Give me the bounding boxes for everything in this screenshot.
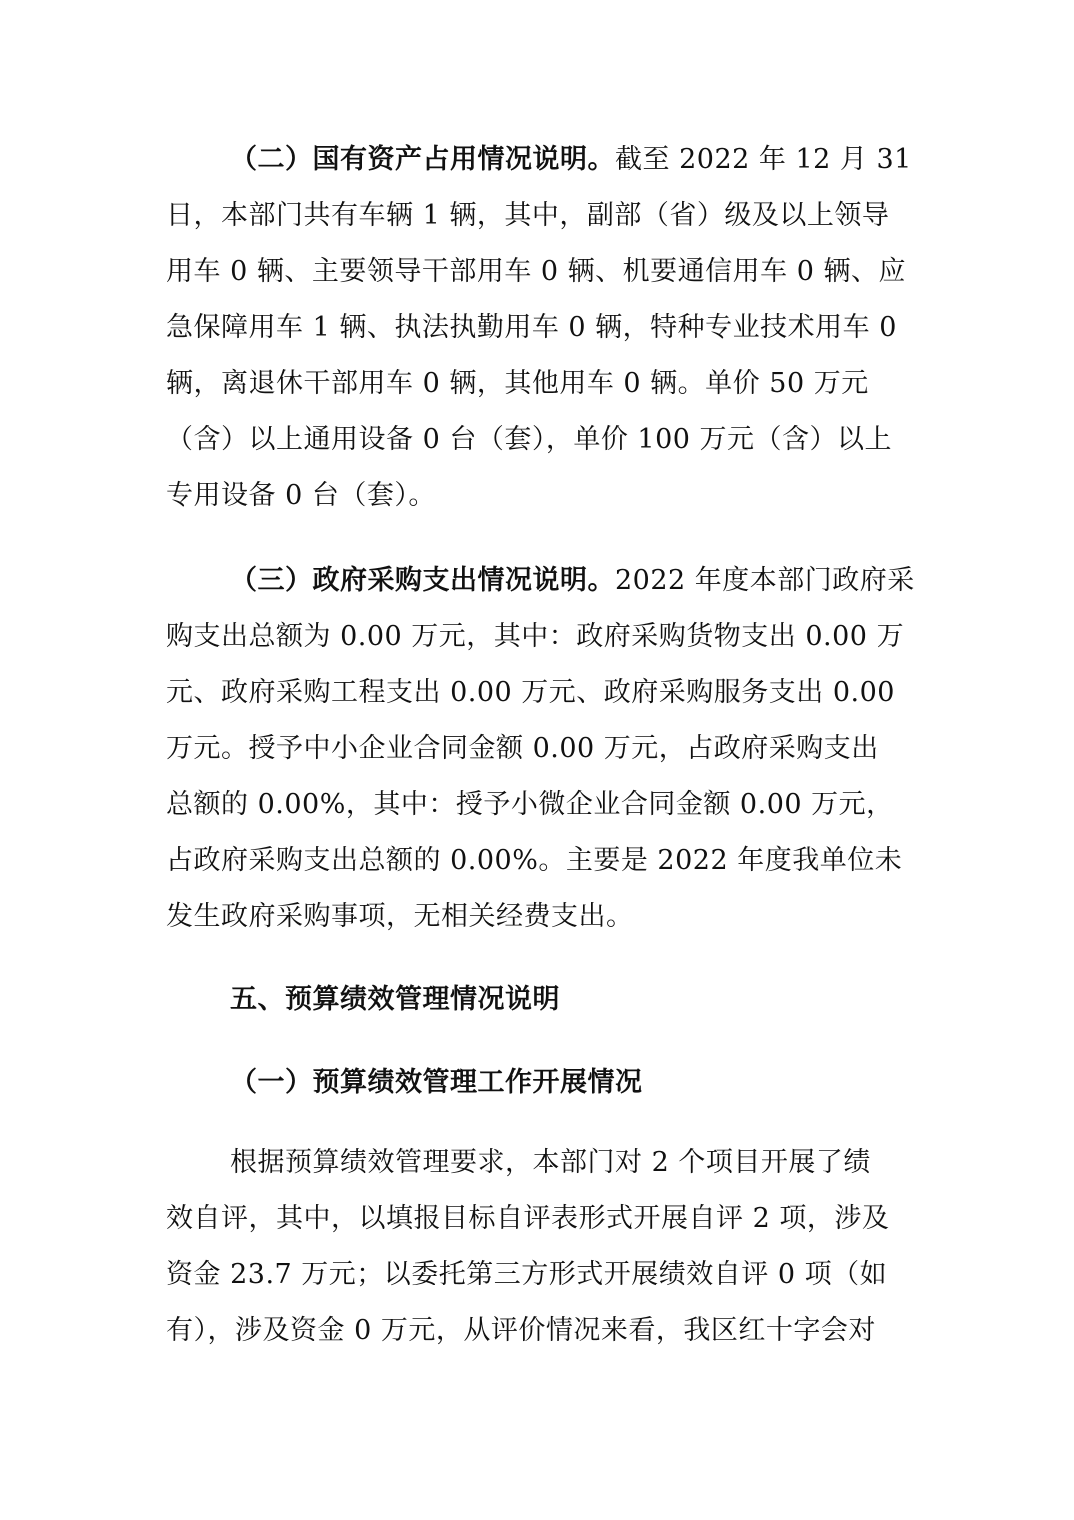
paragraph-line <box>230 142 920 178</box>
paragraph-line: 占政府采购支出总额的 0.00%。主要是 2022 年度我单位未 <box>166 845 903 876</box>
paragraph-text: 2022 年度本部门政府采 <box>615 565 915 596</box>
paragraph-line: 辆，离退休干部用车 0 辆，其他用车 0 辆。单价 50 万元 <box>166 368 869 399</box>
paragraph-line: 专用设备 0 台（套）。 <box>166 480 436 511</box>
paragraph-line: 元、政府采购工程支出 0.00 万元、政府采购服务支出 0.00 <box>166 677 895 708</box>
paragraph-line: 效自评，其中，以填报目标自评表形式开展自评 2 项，涉及 <box>166 1203 890 1234</box>
paragraph-line: 万元。授予中小企业合同金额 0.00 万元，占政府采购支出 <box>166 733 879 764</box>
section-lead-assets: （二）国有资产占用情况说明。 <box>230 144 615 175</box>
paragraph-line: 购支出总额为 0.00 万元，其中：政府采购货物支出 0.00 万 <box>166 621 905 652</box>
paragraph-line: 发生政府采购事项，无相关经费支出。 <box>166 901 634 932</box>
paragraph-line <box>230 563 920 599</box>
paragraph-line: 根据预算绩效管理要求，本部门对 2 个项目开展了绩 <box>230 1147 871 1178</box>
section-heading: 五、预算绩效管理情况说明 <box>230 984 560 1015</box>
paragraph-line: 总额的 0.00%，其中：授予小微企业合同金额 0.00 万元， <box>166 789 894 820</box>
paragraph-line: 有），涉及资金 0 万元，从评价情况来看，我区红十字会对 <box>166 1315 876 1346</box>
paragraph-line: 资金 23.7 万元；以委托第三方形式开展绩效自评 0 项（如 <box>166 1259 888 1290</box>
paragraph-line: （含）以上通用设备 0 台（套），单价 100 万元（含）以上 <box>166 424 893 455</box>
section-lead-procurement: （三）政府采购支出情况说明。 <box>230 565 615 596</box>
paragraph-line: 急保障用车 1 辆、执法执勤用车 0 辆，特种专业技术用车 0 <box>166 312 897 343</box>
paragraph-line: 用车 0 辆、主要领导干部用车 0 辆、机要通信用车 0 辆、应 <box>166 256 907 287</box>
paragraph-text: 截至 2022 年 12 月 31 <box>615 144 912 175</box>
sub-section-heading: （一）预算绩效管理工作开展情况 <box>230 1067 643 1098</box>
paragraph-line: 日，本部门共有车辆 1 辆，其中，副部（省）级及以上领导 <box>166 200 890 231</box>
